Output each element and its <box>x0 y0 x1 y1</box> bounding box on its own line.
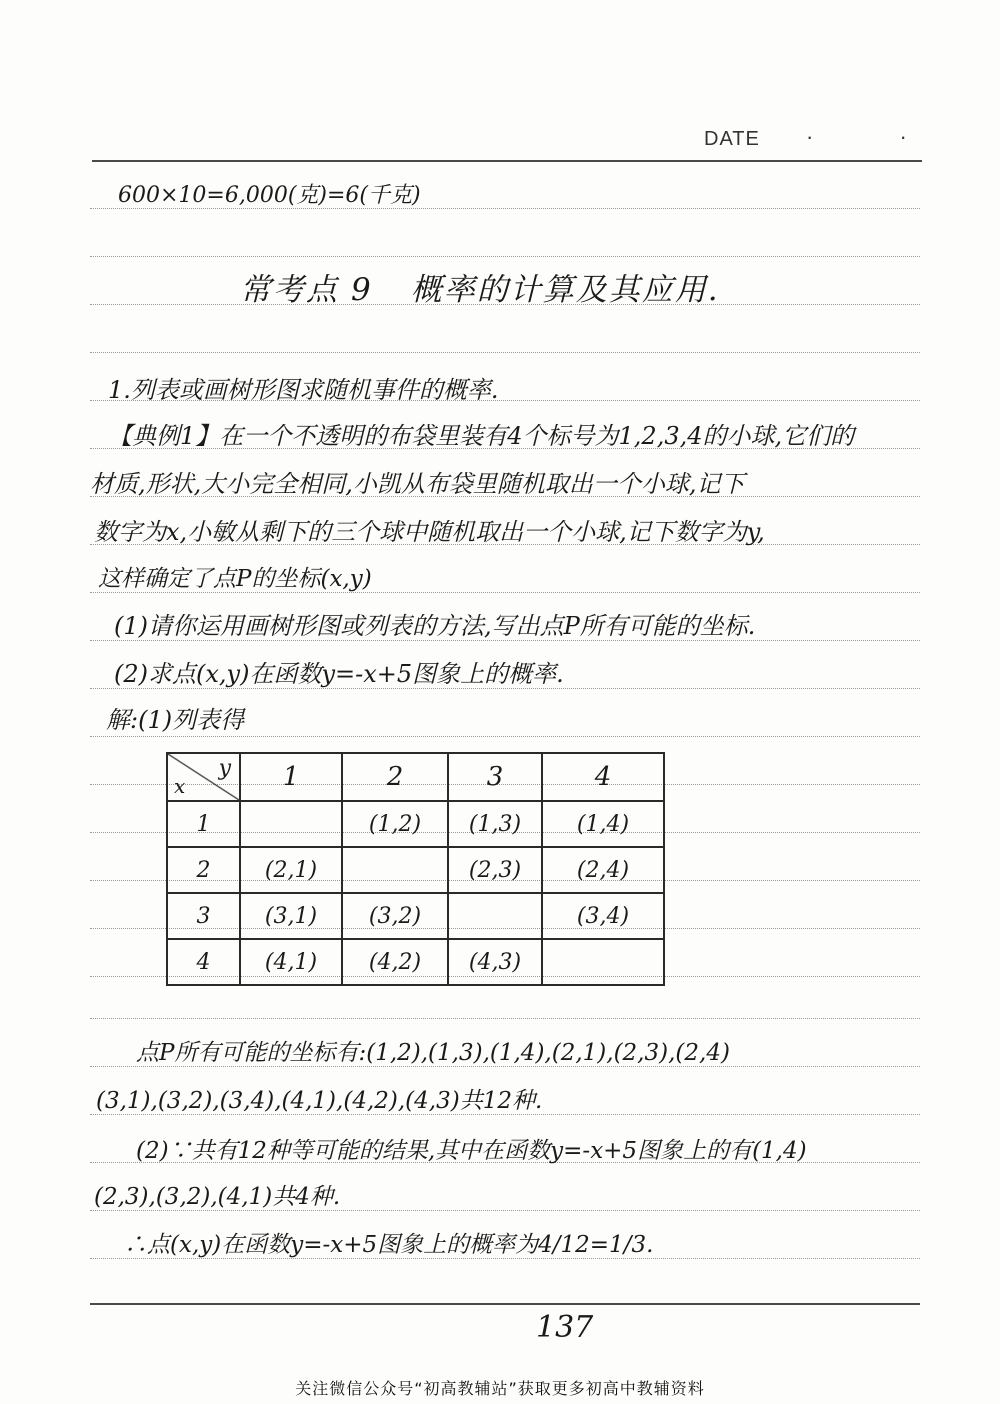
table-row <box>167 893 664 939</box>
page-number: 137 <box>536 1310 594 1345</box>
row-label: 1 <box>167 801 240 847</box>
table-cell: (4,3) <box>448 939 542 985</box>
ruled-line <box>90 208 920 209</box>
ruled-line <box>90 640 920 641</box>
table-cell: (4,2) <box>342 939 448 985</box>
section-title <box>240 272 720 308</box>
text-line: 【典例1】在一个不透明的布袋里装有4个标号为1,2,3,4的小球,它们的 <box>108 422 855 450</box>
coordinate-table <box>166 752 665 986</box>
table-cell: (2,3) <box>448 847 542 893</box>
column-header: 2 <box>342 753 448 801</box>
ruled-line <box>90 256 920 257</box>
table-cell: (2,1) <box>240 847 342 893</box>
ruled-line <box>90 1258 920 1259</box>
text-line: (2)∵共有12种等可能的结果,其中在函数y=-x+5图象上的有(1,4) <box>136 1138 807 1164</box>
text-line: ∴点(x,y)在函数y=-x+5图象上的概率为4/12=1/3. <box>124 1232 654 1258</box>
row-label: 2 <box>167 847 240 893</box>
column-header: 1 <box>240 753 342 801</box>
text-line: 点P所有可能的坐标有:(1,2),(1,3),(1,4),(2,1),(2,3),(2,4) <box>136 1040 730 1066</box>
header-rule <box>92 160 922 162</box>
text-line: (2,3),(3,2),(4,1)共4种. <box>94 1184 341 1210</box>
ruled-line <box>90 1114 920 1115</box>
ruled-line <box>90 688 920 689</box>
table-row <box>167 939 664 985</box>
ruled-line <box>90 1210 920 1211</box>
text-line: (2)求点(x,y)在函数y=-x+5图象上的概率. <box>114 660 564 688</box>
ruled-line <box>90 1018 920 1019</box>
table-header-row <box>167 753 664 801</box>
title-number: 9 <box>351 272 373 308</box>
table-corner-cell <box>167 753 240 801</box>
ruled-line <box>90 1066 920 1067</box>
ruled-line <box>90 592 920 593</box>
title-prefix: 常考点 <box>240 272 339 308</box>
table-cell <box>448 893 542 939</box>
table-cell <box>342 847 448 893</box>
date-label: DATE <box>704 128 760 150</box>
text-line: 解:(1)列表得 <box>106 706 245 734</box>
table-cell: (1,3) <box>448 801 542 847</box>
row-label: 4 <box>167 939 240 985</box>
text-line: (1)请你运用画树形图或列表的方法,写出点P所有可能的坐标. <box>114 612 756 640</box>
row-label: 3 <box>167 893 240 939</box>
column-header: 3 <box>448 753 542 801</box>
text-line: (3,1),(3,2),(3,4),(4,1),(4,2),(4,3)共12种. <box>96 1088 543 1114</box>
table-cell: (3,4) <box>542 893 664 939</box>
date-dots: · · <box>806 124 947 149</box>
ruled-line <box>90 736 920 737</box>
text-line: 1.列表或画树形图求随机事件的概率. <box>108 376 499 404</box>
table-cell: (1,2) <box>342 801 448 847</box>
corner-x-label: x <box>174 774 186 798</box>
table-row <box>167 847 664 893</box>
text-line: 材质,形状,大小完全相同,小凯从布袋里随机取出一个小球,记下 <box>90 470 745 498</box>
column-header: 4 <box>542 753 664 801</box>
table-cell <box>240 801 342 847</box>
table-cell: (3,2) <box>342 893 448 939</box>
ruled-line <box>90 352 920 353</box>
table-cell: (2,4) <box>542 847 664 893</box>
formula-line: 600×10=6,000(克)=6(千克) <box>118 183 421 208</box>
table-row <box>167 801 664 847</box>
table-cell: (3,1) <box>240 893 342 939</box>
text-line: 数字为x,小敏从剩下的三个球中随机取出一个小球,记下数字为y, <box>94 518 765 546</box>
title-text: 概率的计算及其应用. <box>410 272 720 308</box>
corner-y-label: y <box>218 756 231 781</box>
table-cell: (4,1) <box>240 939 342 985</box>
table-cell <box>542 939 664 985</box>
text-line: 这样确定了点P的坐标(x,y) <box>98 566 372 592</box>
table-cell: (1,4) <box>542 801 664 847</box>
footer-rule <box>90 1303 920 1305</box>
footer-note: 关注微信公众号“初高教辅站”获取更多初高中教辅资料 <box>295 1379 705 1398</box>
